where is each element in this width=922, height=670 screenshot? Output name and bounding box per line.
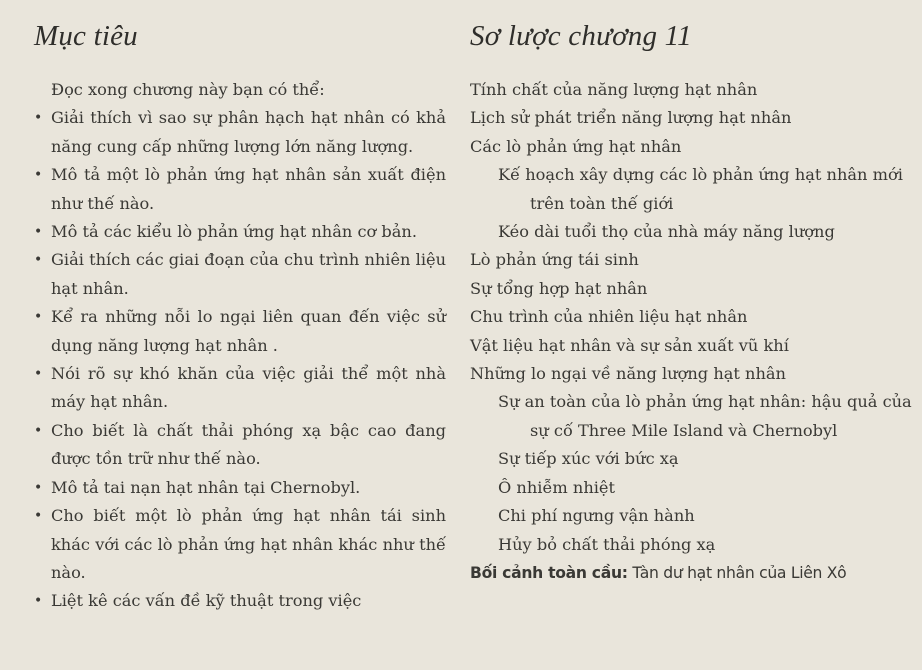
objective-item: • Nói rõ sự khó khăn của việc giải thể một nhà máy hạt nhân. (34, 360, 446, 417)
objective-item: • Mô tả tai nạn hạt nhân tại Chernobyl. (34, 474, 446, 502)
outline-subitem: Ô nhiễm nhiệt (498, 477, 616, 497)
bullet-icon: • (34, 167, 43, 184)
bullet-icon: • (34, 224, 43, 241)
objective-item: • Cho biết là chất thải phóng xạ bậc cao đang được tồn trữ như thế nào. (34, 417, 446, 474)
bullet-icon: • (34, 110, 43, 127)
bullet-icon: • (34, 252, 43, 269)
global-context-label: Bối cảnh toàn cầu: (470, 563, 628, 582)
outline-item: Các lò phản ứng hạt nhân (470, 136, 682, 156)
bullet-icon: • (34, 508, 43, 525)
bullet-icon: • (34, 422, 43, 439)
objective-item: • Giải thích các giai đoạn của chu trình nhiên liệu hạt nhân. (34, 246, 446, 303)
objectives-list (34, 104, 446, 615)
objectives-body (34, 76, 446, 616)
global-context-item (470, 559, 915, 587)
bullet-icon: • (34, 593, 43, 610)
objective-item: • Mô tả các kiểu lò phản ứng hạt nhân cơ bản. (34, 218, 446, 246)
objectives-heading: Mục tiêu (34, 20, 138, 52)
objective-item: • Liệt kê các vấn đề kỹ thuật trong việc (34, 587, 446, 615)
outline-subitem: Chi phí ngưng vận hành (498, 506, 695, 526)
outline-item: Tính chất của năng lượng hạt nhân (470, 80, 758, 99)
outline-heading: Sơ lược chương 11 (470, 20, 692, 52)
outline-item: Chu trình của nhiên liệu hạt nhân (470, 307, 748, 327)
outline-item: Lò phản ứng tái sinh (470, 250, 639, 270)
bullet-icon: • (34, 309, 43, 326)
outline-item: Sự tổng hợp hạt nhân (470, 278, 648, 298)
outline-item: Những lo ngại về năng lượng hạt nhân (470, 364, 786, 384)
outline-subitem: Kế hoạch xây dựng các lò phản ứng hạt nhân mới trên toàn thế giới (498, 165, 903, 213)
outline-subitem: Sự tiếp xúc với bức xạ (498, 449, 679, 469)
outline-item: Lịch sử phát triển năng lượng hạt nhân (470, 108, 792, 128)
bullet-icon: • (34, 479, 43, 496)
outline-subitem: Hủy bỏ chất thải phóng xạ (498, 534, 716, 554)
outline-subitem: Kéo dài tuổi thọ của nhà máy năng lượng (498, 222, 835, 242)
bullet-icon: • (34, 366, 43, 383)
outline-item: Vật liệu hạt nhân và sự sản xuất vũ khí (470, 335, 789, 355)
outline-body (470, 76, 915, 587)
objective-item: • Giải thích vì sao sự phân hạch hạt nhân có khả năng cung cấp những lượng lớn năng lượng. (34, 104, 446, 161)
global-context-text: Tàn dư hạt nhân của Liên Xô (627, 563, 847, 582)
objective-item: • Kể ra những nỗi lo ngại liên quan đến việc sử dụng năng lượng hạt nhân . (34, 303, 446, 360)
objective-item: • Mô tả một lò phản ứng hạt nhân sản xuất điện như thế nào. (34, 161, 446, 218)
outline-subitem: Sự an toàn của lò phản ứng hạt nhân: hậu quả của sự cố Three Mile Island và Chernobyl (498, 392, 912, 440)
objectives-intro: Đọc xong chương này bạn có thể: (51, 80, 325, 99)
objective-item: • Cho biết một lò phản ứng hạt nhân tái sinh khác với các lò phản ứng hạt nhân khác như thế nào. (34, 502, 446, 587)
